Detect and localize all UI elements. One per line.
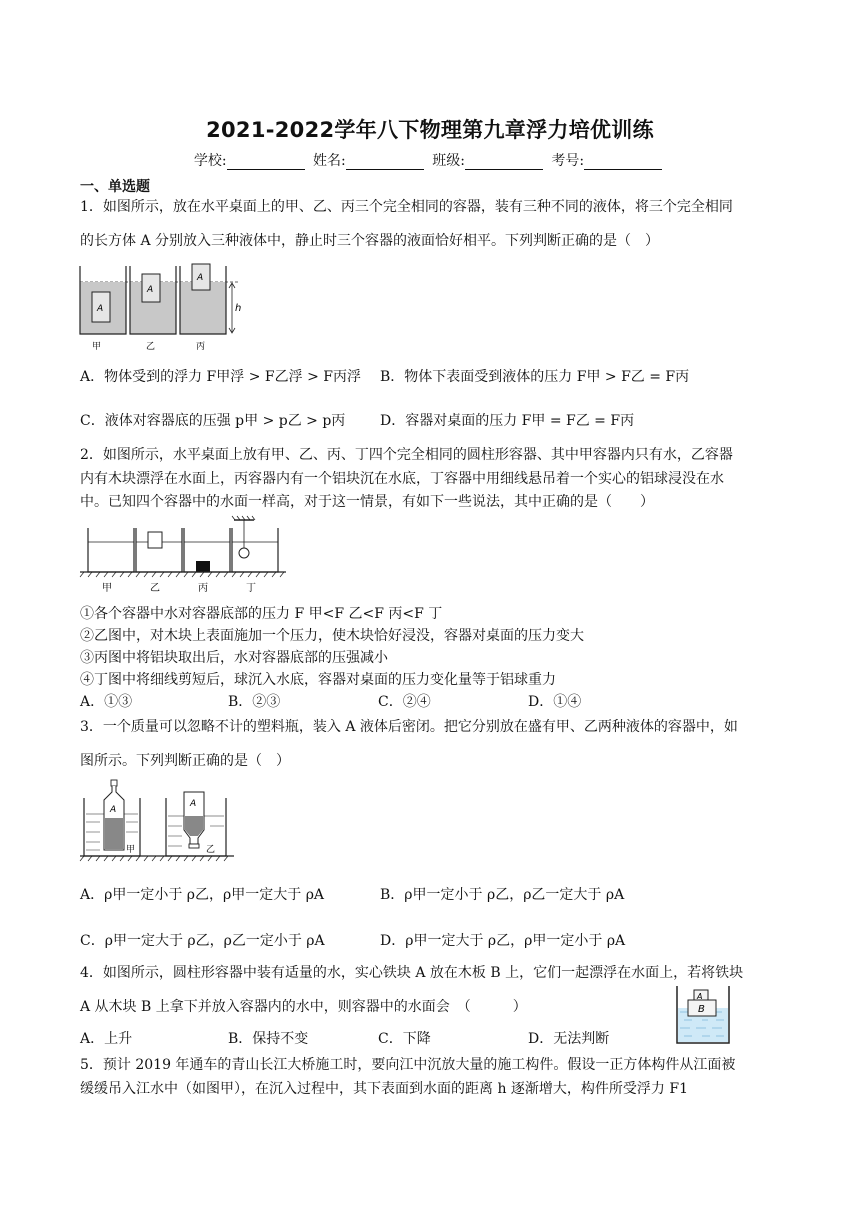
number-label: 考号: — [551, 153, 585, 169]
q3-option-d[interactable]: D．ρ甲一定大于 ρ乙，ρ甲一定小于 ρA — [380, 933, 626, 949]
q5-stem-line2: 缓缓吊入江水中（如图甲），在沉入过程中，其下表面到水面的距离 h 逐渐增大，构件所受浮力 F1 — [80, 1081, 688, 1097]
q2-fig-label-1: 乙 — [150, 583, 160, 594]
q2-option-c[interactable]: C．②④ — [378, 694, 431, 710]
section-heading: 一、单选题 — [80, 179, 150, 195]
q1-option-c[interactable]: C．液体对容器底的压强 p甲 > p乙 > p丙 — [80, 413, 346, 429]
page-title: 2021-2022学年八下物理第九章浮力培优训练 — [206, 118, 654, 142]
school-label: 学校: — [193, 153, 227, 169]
q4-stem-line2: A 从木块 B 上拿下并放入容器内的水中，则容器中的水面会 （ ） — [80, 999, 527, 1015]
q1-fig-block-a2: A — [147, 285, 154, 295]
q2-stem-line2: 内有木块漂浮在水面上，丙容器内有一个铝块沉在水底，丁容器中用细线悬吊着一个实心的铝球浸没在水 — [80, 471, 724, 487]
q1-fig-block-a1: A — [97, 304, 104, 314]
class-blank[interactable] — [465, 155, 543, 170]
q3-option-b[interactable]: B．ρ甲一定小于 ρ乙，ρ乙一定大于 ρA — [380, 887, 625, 903]
q4-fig-b: B — [698, 1004, 705, 1015]
school-blank[interactable] — [227, 155, 305, 170]
q1-option-b[interactable]: B．物体下表面受到液体的压力 F甲 > F乙 = F丙 — [380, 369, 690, 385]
q2-statement-1: ①各个容器中水对容器底部的压力 F 甲<F 乙<F 丙<F 丁 — [80, 606, 443, 622]
number-blank[interactable] — [584, 155, 662, 170]
q3-fig-bottle-a2: A — [190, 799, 197, 809]
q2-option-b[interactable]: B．②③ — [228, 694, 281, 710]
q1-figure — [78, 262, 248, 354]
q3-fig-label-1: 乙 — [206, 845, 216, 855]
q3-fig-bottle-a1: A — [110, 805, 117, 815]
q4-figure — [672, 982, 734, 1046]
q5-stem-line1: 5．预计 2019 年通车的青山长江大桥施工时，要向江中沉放大量的施工构件。假设一正方体构件从江面被 — [80, 1057, 736, 1073]
q2-fig-label-2: 丙 — [198, 583, 208, 594]
q1-fig-label-2: 丙 — [196, 342, 206, 352]
q3-figure — [78, 778, 238, 864]
q4-stem-line1: 4．如图所示，圆柱形容器中装有适量的水，实心铁块 A 放在木板 B 上，它们一起漂浮在水面上，若将铁块 — [80, 965, 744, 981]
q2-fig-label-0: 甲 — [102, 583, 112, 594]
q1-fig-label-1: 乙 — [146, 342, 156, 352]
q2-stem-line3: 中。已知四个容器中的水面一样高，对于这一情景，有如下一些说法，其中正确的是（ ） — [80, 494, 654, 510]
q3-option-c[interactable]: C．ρ甲一定大于 ρ乙，ρ乙一定小于 ρA — [80, 933, 325, 949]
class-label: 班级: — [432, 153, 465, 169]
q4-option-a[interactable]: A．上升 — [80, 1031, 133, 1047]
q1-option-d[interactable]: D．容器对桌面的压力 F甲 = F乙 = F丙 — [380, 413, 635, 429]
q4-fig-a: A — [697, 992, 703, 1001]
q4-option-d[interactable]: D．无法判断 — [528, 1031, 610, 1047]
q2-fig-label-3: 丁 — [246, 583, 256, 594]
student-info-line — [0, 150, 860, 170]
q3-stem-line1: 3．一个质量可以忽略不计的塑料瓶，装入 A 液体后密闭。把它分别放在盛有甲、乙两种液体的容器中，如 — [80, 719, 738, 735]
q1-stem-line2: 的长方体 A 分别放入三种液体中，静止时三个容器的液面恰好相平。下列判断正确的是（ ） — [80, 233, 660, 249]
q2-option-d[interactable]: D．①④ — [528, 694, 582, 710]
q3-option-a[interactable]: A．ρ甲一定小于 ρ乙，ρ甲一定大于 ρA — [80, 887, 325, 903]
q1-option-a[interactable]: A．物体受到的浮力 F甲浮 > F乙浮 > F丙浮 — [80, 369, 361, 385]
q1-fig-block-a3: A — [197, 273, 204, 283]
q1-fig-h: h — [235, 303, 242, 314]
q2-option-a[interactable]: A．①③ — [80, 694, 133, 710]
name-label: 姓名: — [313, 153, 346, 169]
q2-statement-2: ②乙图中，对木块上表面施加一个压力，使木块恰好浸没，容器对桌面的压力变大 — [80, 628, 584, 644]
q3-fig-label-0: 甲 — [126, 845, 136, 855]
q4-option-c[interactable]: C．下降 — [378, 1031, 431, 1047]
name-blank[interactable] — [346, 155, 424, 170]
q1-stem-line1: 1．如图所示，放在水平桌面上的甲、乙、丙三个完全相同的容器，装有三种不同的液体，将三个完全相同 — [80, 199, 733, 215]
q4-option-b[interactable]: B．保持不变 — [228, 1031, 309, 1047]
q2-statement-3: ③丙图中将铝块取出后，水对容器底部的压强减小 — [80, 650, 388, 666]
q2-statement-4: ④丁图中将细线剪短后，球沉入水底，容器对桌面的压力变化量等于铝球重力 — [80, 672, 556, 688]
q2-figure — [78, 514, 288, 596]
q3-stem-line2: 图所示。下列判断正确的是（ ） — [80, 753, 290, 769]
q1-fig-label-0: 甲 — [92, 342, 102, 352]
q2-stem-line1: 2．如图所示，水平桌面上放有甲、乙、丙、丁四个完全相同的圆柱形容器、其中甲容器内只有水，乙容器 — [80, 447, 733, 463]
